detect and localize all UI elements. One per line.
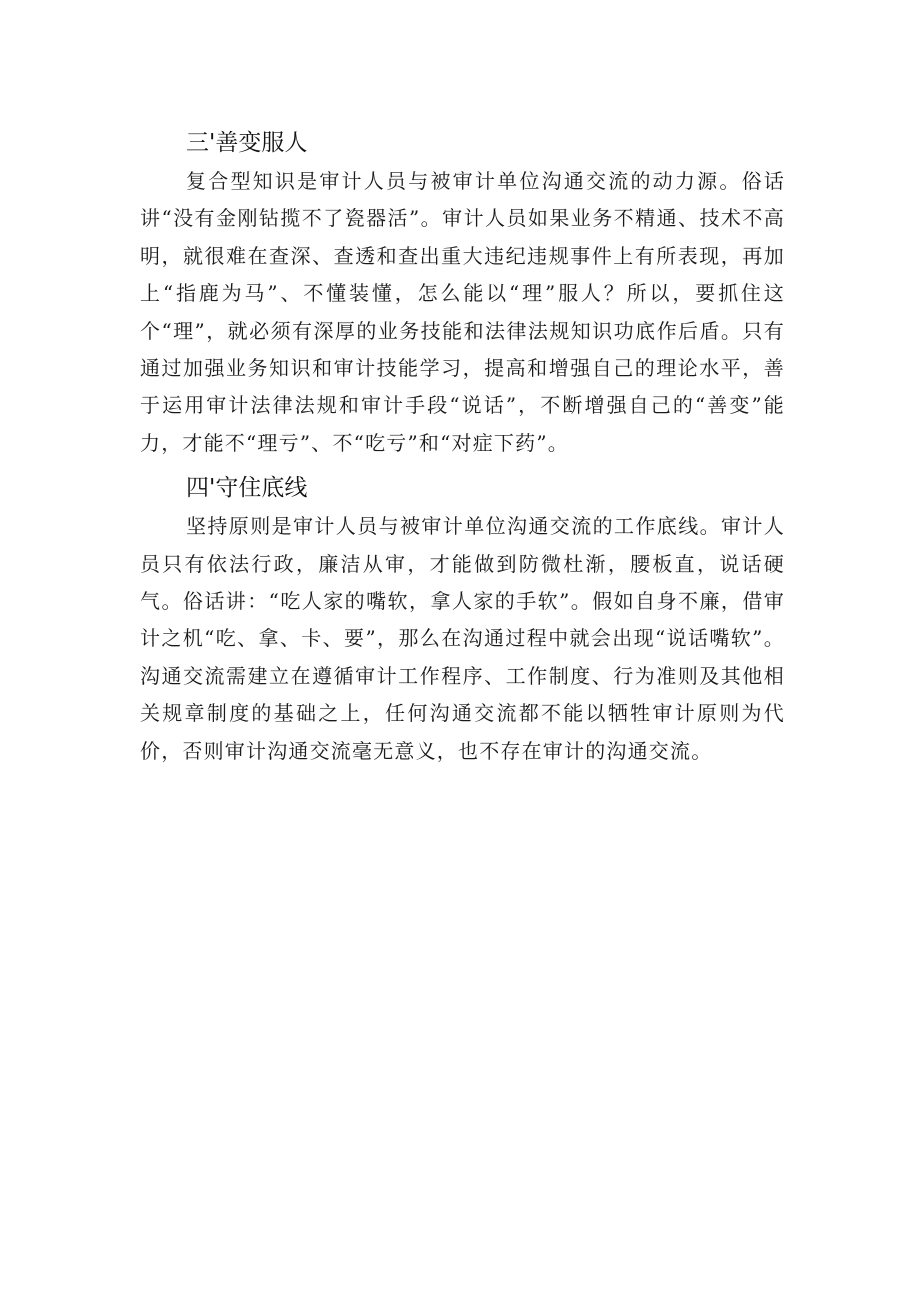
section-paragraph: 复合型知识是审计人员与被审计单位沟通交流的动力源。俗话讲“没有金刚钻揽不了瓷器活”。审计人员如果业务不精通、技术不高明，就很难在查深、查透和查出重大违纪违规事件上有所表现，再加上“指鹿为马”、不懂装懂，怎么能以“理”服人？所以，要抓住这个“理”，就必须有深厚的业务技能和法律法规知识功底作后盾。只有通过加强业务知识和审计技能学习，提高和增强自己的理论水平，善于运用审计法律法规和审计手段“说话”，不断增强自己的“善变”能力，才能不“理亏”、不“吃亏”和“对症下药”。: [140, 169, 785, 455]
document-body: [140, 123, 785, 772]
section-paragraph: 坚持原则是审计人员与被审计单位沟通交流的工作底线。审计人员只有依法行政，廉洁从审，才能做到防微杜渐，腰板直，说话硬气。俗话讲：“吃人家的嘴软，拿人家的手软”。假如自身不廉，借审计之机“吃、拿、卡、要”，那么在沟通过程中就会出现“说话嘴软”。沟通交流需建立在遵循审计工作程序、工作制度、行为准则及其他相关规章制度的基础之上，任何沟通交流都不能以牺牲审计原则为代价，否则审计沟通交流毫无意义，也不存在审计的沟通交流。: [140, 514, 785, 763]
section-heading: 四'守住底线: [186, 475, 308, 502]
section-shanbian-furen: [140, 123, 785, 462]
section-heading: 三'善变服人: [186, 130, 308, 156]
section-shouzhu-dixian: [140, 468, 785, 770]
